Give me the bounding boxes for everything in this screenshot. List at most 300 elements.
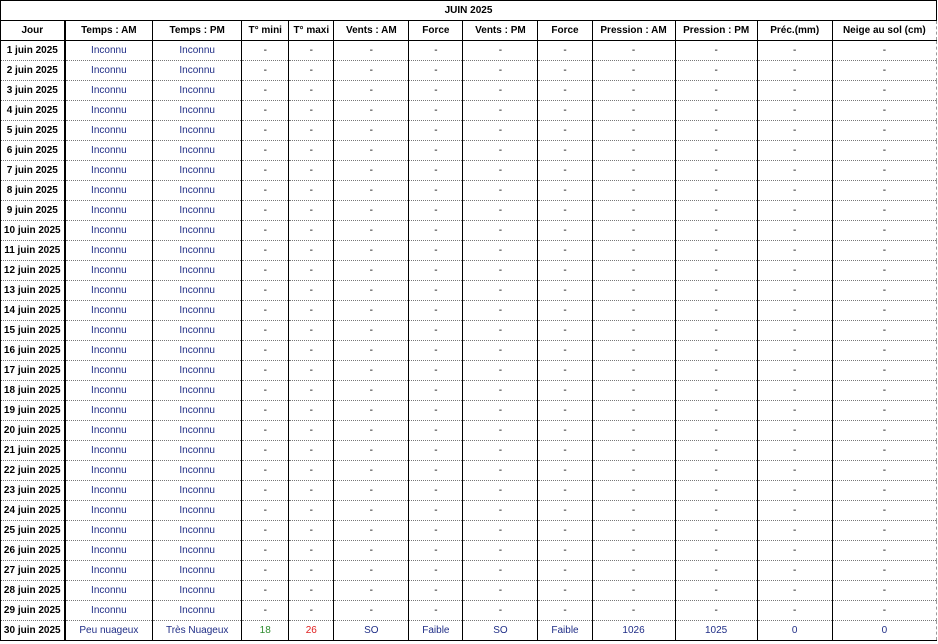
force-am-cell[interactable]: - <box>409 361 463 381</box>
force-pm-cell[interactable]: - <box>538 301 592 321</box>
precip-cell[interactable]: - <box>757 281 832 301</box>
temp-min-cell[interactable]: - <box>242 301 289 321</box>
pressure-pm-cell[interactable]: - <box>675 241 757 261</box>
snow-cell[interactable]: - <box>832 321 936 341</box>
wind-am-cell[interactable]: - <box>334 161 409 181</box>
pressure-pm-cell[interactable]: - <box>675 221 757 241</box>
day-cell[interactable]: 1 juin 2025 <box>1 41 65 61</box>
day-cell[interactable]: 26 juin 2025 <box>1 541 65 561</box>
temp-min-cell[interactable]: - <box>242 521 289 541</box>
force-am-cell[interactable]: - <box>409 61 463 81</box>
temp-max-cell[interactable]: - <box>289 541 334 561</box>
wind-pm-cell[interactable]: - <box>463 521 538 541</box>
temp-max-cell[interactable]: - <box>289 421 334 441</box>
day-cell[interactable]: 20 juin 2025 <box>1 421 65 441</box>
wind-am-cell[interactable]: - <box>334 61 409 81</box>
temp-min-cell[interactable]: - <box>242 281 289 301</box>
precip-cell[interactable]: - <box>757 501 832 521</box>
weather-pm-cell[interactable]: Inconnu <box>153 581 242 601</box>
force-pm-cell[interactable]: - <box>538 261 592 281</box>
wind-am-cell[interactable]: - <box>334 561 409 581</box>
day-cell[interactable]: 9 juin 2025 <box>1 201 65 221</box>
force-pm-cell[interactable]: - <box>538 121 592 141</box>
temp-min-cell[interactable]: - <box>242 541 289 561</box>
day-cell[interactable]: 16 juin 2025 <box>1 341 65 361</box>
col-header-prec[interactable]: Préc.(mm) <box>757 21 832 41</box>
day-cell[interactable]: 30 juin 2025 <box>1 621 65 641</box>
force-pm-cell[interactable]: - <box>538 341 592 361</box>
weather-am-cell[interactable]: Inconnu <box>65 361 153 381</box>
weather-pm-cell[interactable]: Inconnu <box>153 341 242 361</box>
pressure-pm-cell[interactable]: - <box>675 81 757 101</box>
weather-am-cell[interactable]: Inconnu <box>65 541 153 561</box>
temp-min-cell[interactable]: - <box>242 401 289 421</box>
temp-max-cell[interactable]: - <box>289 341 334 361</box>
force-pm-cell[interactable]: - <box>538 141 592 161</box>
force-am-cell[interactable]: - <box>409 241 463 261</box>
wind-pm-cell[interactable]: - <box>463 161 538 181</box>
temp-min-cell[interactable]: - <box>242 581 289 601</box>
temp-max-cell[interactable]: - <box>289 221 334 241</box>
force-pm-cell[interactable]: - <box>538 461 592 481</box>
pressure-am-cell[interactable]: 1026 <box>592 621 675 641</box>
wind-pm-cell[interactable]: - <box>463 581 538 601</box>
weather-am-cell[interactable]: Inconnu <box>65 181 153 201</box>
force-am-cell[interactable]: - <box>409 181 463 201</box>
pressure-pm-cell[interactable]: - <box>675 421 757 441</box>
wind-am-cell[interactable]: SO <box>334 621 409 641</box>
weather-am-cell[interactable]: Inconnu <box>65 421 153 441</box>
force-pm-cell[interactable]: Faible <box>538 621 592 641</box>
day-cell[interactable]: 8 juin 2025 <box>1 181 65 201</box>
precip-cell[interactable]: - <box>757 61 832 81</box>
force-am-cell[interactable]: - <box>409 41 463 61</box>
pressure-pm-cell[interactable]: - <box>675 561 757 581</box>
pressure-pm-cell[interactable]: 1025 <box>675 621 757 641</box>
temp-min-cell[interactable]: - <box>242 141 289 161</box>
force-am-cell[interactable]: - <box>409 581 463 601</box>
pressure-am-cell[interactable]: - <box>592 321 675 341</box>
weather-am-cell[interactable]: Inconnu <box>65 281 153 301</box>
pressure-pm-cell[interactable]: - <box>675 341 757 361</box>
col-header-t-mini[interactable]: T° mini <box>242 21 289 41</box>
force-am-cell[interactable]: - <box>409 301 463 321</box>
precip-cell[interactable]: - <box>757 361 832 381</box>
wind-pm-cell[interactable]: - <box>463 341 538 361</box>
temp-min-cell[interactable]: - <box>242 101 289 121</box>
pressure-pm-cell[interactable]: - <box>675 381 757 401</box>
wind-am-cell[interactable]: - <box>334 241 409 261</box>
day-cell[interactable]: 14 juin 2025 <box>1 301 65 321</box>
pressure-pm-cell[interactable]: - <box>675 41 757 61</box>
snow-cell[interactable]: - <box>832 541 936 561</box>
wind-pm-cell[interactable]: - <box>463 81 538 101</box>
wind-pm-cell[interactable]: - <box>463 421 538 441</box>
force-pm-cell[interactable]: - <box>538 161 592 181</box>
weather-am-cell[interactable]: Inconnu <box>65 501 153 521</box>
day-cell[interactable]: 22 juin 2025 <box>1 461 65 481</box>
weather-pm-cell[interactable]: Inconnu <box>153 441 242 461</box>
wind-am-cell[interactable]: - <box>334 221 409 241</box>
weather-pm-cell[interactable]: Inconnu <box>153 121 242 141</box>
temp-min-cell[interactable]: - <box>242 601 289 621</box>
col-header-temps-pm[interactable]: Temps : PM <box>153 21 242 41</box>
temp-min-cell[interactable]: - <box>242 81 289 101</box>
day-cell[interactable]: 10 juin 2025 <box>1 221 65 241</box>
day-cell[interactable]: 4 juin 2025 <box>1 101 65 121</box>
wind-pm-cell[interactable]: - <box>463 181 538 201</box>
precip-cell[interactable]: - <box>757 241 832 261</box>
wind-pm-cell[interactable]: SO <box>463 621 538 641</box>
col-header-jour[interactable]: Jour <box>1 21 65 41</box>
day-cell[interactable]: 3 juin 2025 <box>1 81 65 101</box>
temp-max-cell[interactable]: - <box>289 181 334 201</box>
temp-max-cell[interactable]: - <box>289 101 334 121</box>
wind-pm-cell[interactable]: - <box>463 601 538 621</box>
weather-am-cell[interactable]: Inconnu <box>65 521 153 541</box>
wind-am-cell[interactable]: - <box>334 381 409 401</box>
force-am-cell[interactable]: - <box>409 441 463 461</box>
precip-cell[interactable]: - <box>757 201 832 221</box>
temp-max-cell[interactable]: - <box>289 41 334 61</box>
force-am-cell[interactable]: - <box>409 461 463 481</box>
precip-cell[interactable]: - <box>757 161 832 181</box>
temp-max-cell[interactable]: - <box>289 501 334 521</box>
weather-pm-cell[interactable]: Inconnu <box>153 521 242 541</box>
precip-cell[interactable]: - <box>757 121 832 141</box>
weather-am-cell[interactable]: Inconnu <box>65 201 153 221</box>
day-cell[interactable]: 18 juin 2025 <box>1 381 65 401</box>
wind-pm-cell[interactable]: - <box>463 261 538 281</box>
temp-min-cell[interactable]: 18 <box>242 621 289 641</box>
snow-cell[interactable]: - <box>832 261 936 281</box>
force-am-cell[interactable]: - <box>409 101 463 121</box>
precip-cell[interactable]: - <box>757 221 832 241</box>
force-am-cell[interactable]: - <box>409 401 463 421</box>
pressure-am-cell[interactable]: - <box>592 521 675 541</box>
force-am-cell[interactable]: - <box>409 201 463 221</box>
day-cell[interactable]: 2 juin 2025 <box>1 61 65 81</box>
force-pm-cell[interactable]: - <box>538 501 592 521</box>
wind-am-cell[interactable]: - <box>334 141 409 161</box>
day-cell[interactable]: 7 juin 2025 <box>1 161 65 181</box>
pressure-pm-cell[interactable]: - <box>675 501 757 521</box>
weather-pm-cell[interactable]: Inconnu <box>153 481 242 501</box>
temp-max-cell[interactable]: - <box>289 401 334 421</box>
precip-cell[interactable]: - <box>757 421 832 441</box>
temp-min-cell[interactable]: - <box>242 41 289 61</box>
wind-am-cell[interactable]: - <box>334 341 409 361</box>
snow-cell[interactable]: - <box>832 141 936 161</box>
day-cell[interactable]: 6 juin 2025 <box>1 141 65 161</box>
force-pm-cell[interactable]: - <box>538 421 592 441</box>
precip-cell[interactable]: - <box>757 381 832 401</box>
snow-cell[interactable]: - <box>832 161 936 181</box>
force-pm-cell[interactable]: - <box>538 541 592 561</box>
wind-am-cell[interactable]: - <box>334 121 409 141</box>
snow-cell[interactable]: - <box>832 361 936 381</box>
force-am-cell[interactable]: - <box>409 561 463 581</box>
weather-pm-cell[interactable]: Inconnu <box>153 101 242 121</box>
wind-am-cell[interactable]: - <box>334 441 409 461</box>
pressure-am-cell[interactable]: - <box>592 501 675 521</box>
force-pm-cell[interactable]: - <box>538 61 592 81</box>
col-header-t-maxi[interactable]: T° maxi <box>289 21 334 41</box>
weather-am-cell[interactable]: Inconnu <box>65 101 153 121</box>
weather-am-cell[interactable]: Inconnu <box>65 161 153 181</box>
pressure-pm-cell[interactable]: - <box>675 481 757 501</box>
snow-cell[interactable]: - <box>832 281 936 301</box>
snow-cell[interactable]: - <box>832 581 936 601</box>
wind-am-cell[interactable]: - <box>334 261 409 281</box>
temp-min-cell[interactable]: - <box>242 161 289 181</box>
col-header-neige[interactable]: Neige au sol (cm) <box>832 21 936 41</box>
snow-cell[interactable]: - <box>832 101 936 121</box>
weather-am-cell[interactable]: Inconnu <box>65 221 153 241</box>
temp-max-cell[interactable]: - <box>289 121 334 141</box>
pressure-am-cell[interactable]: - <box>592 101 675 121</box>
precip-cell[interactable]: - <box>757 101 832 121</box>
weather-pm-cell[interactable]: Inconnu <box>153 401 242 421</box>
temp-min-cell[interactable]: - <box>242 421 289 441</box>
weather-am-cell[interactable]: Inconnu <box>65 441 153 461</box>
precip-cell[interactable]: - <box>757 41 832 61</box>
precip-cell[interactable]: - <box>757 581 832 601</box>
wind-pm-cell[interactable]: - <box>463 481 538 501</box>
wind-pm-cell[interactable]: - <box>463 501 538 521</box>
wind-pm-cell[interactable]: - <box>463 401 538 421</box>
pressure-am-cell[interactable]: - <box>592 41 675 61</box>
pressure-am-cell[interactable]: - <box>592 161 675 181</box>
precip-cell[interactable]: - <box>757 601 832 621</box>
temp-max-cell[interactable]: - <box>289 561 334 581</box>
force-am-cell[interactable]: - <box>409 501 463 521</box>
wind-pm-cell[interactable]: - <box>463 121 538 141</box>
pressure-am-cell[interactable]: - <box>592 221 675 241</box>
col-header-force-am[interactable]: Force <box>409 21 463 41</box>
day-cell[interactable]: 12 juin 2025 <box>1 261 65 281</box>
wind-am-cell[interactable]: - <box>334 201 409 221</box>
temp-max-cell[interactable]: - <box>289 241 334 261</box>
pressure-am-cell[interactable]: - <box>592 581 675 601</box>
temp-min-cell[interactable]: - <box>242 201 289 221</box>
wind-am-cell[interactable]: - <box>334 421 409 441</box>
day-cell[interactable]: 17 juin 2025 <box>1 361 65 381</box>
force-am-cell[interactable]: - <box>409 161 463 181</box>
precip-cell[interactable]: - <box>757 461 832 481</box>
col-header-pression-pm[interactable]: Pression : PM <box>675 21 757 41</box>
weather-pm-cell[interactable]: Inconnu <box>153 81 242 101</box>
wind-pm-cell[interactable]: - <box>463 241 538 261</box>
force-am-cell[interactable]: - <box>409 481 463 501</box>
day-cell[interactable]: 24 juin 2025 <box>1 501 65 521</box>
temp-max-cell[interactable]: - <box>289 201 334 221</box>
weather-pm-cell[interactable]: Inconnu <box>153 261 242 281</box>
temp-min-cell[interactable]: - <box>242 461 289 481</box>
temp-min-cell[interactable]: - <box>242 381 289 401</box>
weather-am-cell[interactable]: Inconnu <box>65 261 153 281</box>
weather-pm-cell[interactable]: Inconnu <box>153 281 242 301</box>
temp-min-cell[interactable]: - <box>242 261 289 281</box>
wind-am-cell[interactable]: - <box>334 281 409 301</box>
temp-max-cell[interactable]: 26 <box>289 621 334 641</box>
snow-cell[interactable]: 0 <box>832 621 936 641</box>
force-pm-cell[interactable]: - <box>538 521 592 541</box>
wind-pm-cell[interactable]: - <box>463 321 538 341</box>
weather-pm-cell[interactable]: Inconnu <box>153 601 242 621</box>
day-cell[interactable]: 28 juin 2025 <box>1 581 65 601</box>
temp-max-cell[interactable]: - <box>289 281 334 301</box>
wind-pm-cell[interactable]: - <box>463 101 538 121</box>
temp-min-cell[interactable]: - <box>242 481 289 501</box>
wind-pm-cell[interactable]: - <box>463 141 538 161</box>
col-header-vents-am[interactable]: Vents : AM <box>334 21 409 41</box>
weather-pm-cell[interactable]: Inconnu <box>153 61 242 81</box>
temp-max-cell[interactable]: - <box>289 361 334 381</box>
snow-cell[interactable]: - <box>832 81 936 101</box>
temp-max-cell[interactable]: - <box>289 601 334 621</box>
pressure-am-cell[interactable]: - <box>592 481 675 501</box>
col-header-vents-pm[interactable]: Vents : PM <box>463 21 538 41</box>
temp-max-cell[interactable]: - <box>289 581 334 601</box>
precip-cell[interactable]: - <box>757 81 832 101</box>
temp-max-cell[interactable]: - <box>289 261 334 281</box>
force-pm-cell[interactable]: - <box>538 81 592 101</box>
weather-am-cell[interactable]: Inconnu <box>65 321 153 341</box>
force-pm-cell[interactable]: - <box>538 441 592 461</box>
pressure-pm-cell[interactable]: - <box>675 161 757 181</box>
snow-cell[interactable]: - <box>832 561 936 581</box>
pressure-pm-cell[interactable]: - <box>675 441 757 461</box>
col-header-temps-am[interactable]: Temps : AM <box>65 21 153 41</box>
force-pm-cell[interactable]: - <box>538 221 592 241</box>
pressure-am-cell[interactable]: - <box>592 181 675 201</box>
force-pm-cell[interactable]: - <box>538 401 592 421</box>
weather-pm-cell[interactable]: Inconnu <box>153 321 242 341</box>
weather-am-cell[interactable]: Inconnu <box>65 341 153 361</box>
force-pm-cell[interactable]: - <box>538 281 592 301</box>
weather-pm-cell[interactable]: Inconnu <box>153 301 242 321</box>
temp-min-cell[interactable]: - <box>242 561 289 581</box>
day-cell[interactable]: 23 juin 2025 <box>1 481 65 501</box>
wind-am-cell[interactable]: - <box>334 361 409 381</box>
wind-am-cell[interactable]: - <box>334 301 409 321</box>
temp-min-cell[interactable]: - <box>242 501 289 521</box>
wind-am-cell[interactable]: - <box>334 521 409 541</box>
temp-min-cell[interactable]: - <box>242 181 289 201</box>
precip-cell[interactable]: - <box>757 181 832 201</box>
force-am-cell[interactable]: - <box>409 421 463 441</box>
weather-pm-cell[interactable]: Inconnu <box>153 141 242 161</box>
temp-max-cell[interactable]: - <box>289 441 334 461</box>
wind-pm-cell[interactable]: - <box>463 561 538 581</box>
pressure-pm-cell[interactable]: - <box>675 101 757 121</box>
temp-min-cell[interactable]: - <box>242 241 289 261</box>
precip-cell[interactable]: - <box>757 341 832 361</box>
wind-am-cell[interactable]: - <box>334 581 409 601</box>
force-pm-cell[interactable]: - <box>538 381 592 401</box>
snow-cell[interactable]: - <box>832 481 936 501</box>
weather-pm-cell[interactable]: Inconnu <box>153 461 242 481</box>
precip-cell[interactable]: - <box>757 321 832 341</box>
weather-pm-cell[interactable]: Inconnu <box>153 201 242 221</box>
wind-am-cell[interactable]: - <box>334 401 409 421</box>
snow-cell[interactable]: - <box>832 461 936 481</box>
force-pm-cell[interactable]: - <box>538 361 592 381</box>
temp-max-cell[interactable]: - <box>289 381 334 401</box>
wind-am-cell[interactable]: - <box>334 501 409 521</box>
pressure-am-cell[interactable]: - <box>592 281 675 301</box>
wind-am-cell[interactable]: - <box>334 481 409 501</box>
pressure-am-cell[interactable]: - <box>592 421 675 441</box>
snow-cell[interactable]: - <box>832 601 936 621</box>
pressure-pm-cell[interactable]: - <box>675 181 757 201</box>
pressure-am-cell[interactable]: - <box>592 401 675 421</box>
pressure-am-cell[interactable]: - <box>592 241 675 261</box>
wind-pm-cell[interactable]: - <box>463 301 538 321</box>
temp-max-cell[interactable]: - <box>289 301 334 321</box>
wind-pm-cell[interactable]: - <box>463 41 538 61</box>
weather-am-cell[interactable]: Inconnu <box>65 141 153 161</box>
precip-cell[interactable]: - <box>757 261 832 281</box>
day-cell[interactable]: 19 juin 2025 <box>1 401 65 421</box>
pressure-pm-cell[interactable]: - <box>675 601 757 621</box>
pressure-pm-cell[interactable]: - <box>675 201 757 221</box>
wind-pm-cell[interactable]: - <box>463 61 538 81</box>
pressure-am-cell[interactable]: - <box>592 361 675 381</box>
pressure-am-cell[interactable]: - <box>592 601 675 621</box>
temp-max-cell[interactable]: - <box>289 321 334 341</box>
day-cell[interactable]: 21 juin 2025 <box>1 441 65 461</box>
force-pm-cell[interactable]: - <box>538 481 592 501</box>
wind-pm-cell[interactable]: - <box>463 221 538 241</box>
temp-min-cell[interactable]: - <box>242 61 289 81</box>
temp-min-cell[interactable]: - <box>242 341 289 361</box>
precip-cell[interactable]: - <box>757 301 832 321</box>
wind-am-cell[interactable]: - <box>334 541 409 561</box>
day-cell[interactable]: 27 juin 2025 <box>1 561 65 581</box>
force-pm-cell[interactable]: - <box>538 581 592 601</box>
force-am-cell[interactable]: - <box>409 81 463 101</box>
weather-am-cell[interactable]: Inconnu <box>65 561 153 581</box>
weather-am-cell[interactable]: Inconnu <box>65 61 153 81</box>
wind-pm-cell[interactable]: - <box>463 441 538 461</box>
weather-pm-cell[interactable]: Inconnu <box>153 541 242 561</box>
precip-cell[interactable]: - <box>757 401 832 421</box>
weather-am-cell[interactable]: Inconnu <box>65 41 153 61</box>
snow-cell[interactable]: - <box>832 181 936 201</box>
force-pm-cell[interactable]: - <box>538 181 592 201</box>
wind-pm-cell[interactable]: - <box>463 541 538 561</box>
pressure-am-cell[interactable]: - <box>592 461 675 481</box>
pressure-pm-cell[interactable]: - <box>675 581 757 601</box>
wind-am-cell[interactable]: - <box>334 41 409 61</box>
weather-am-cell[interactable]: Inconnu <box>65 381 153 401</box>
pressure-pm-cell[interactable]: - <box>675 361 757 381</box>
weather-pm-cell[interactable]: Inconnu <box>153 241 242 261</box>
snow-cell[interactable]: - <box>832 301 936 321</box>
pressure-pm-cell[interactable]: - <box>675 301 757 321</box>
wind-pm-cell[interactable]: - <box>463 201 538 221</box>
weather-am-cell[interactable]: Inconnu <box>65 241 153 261</box>
pressure-pm-cell[interactable]: - <box>675 401 757 421</box>
pressure-pm-cell[interactable]: - <box>675 281 757 301</box>
snow-cell[interactable]: - <box>832 401 936 421</box>
precip-cell[interactable]: - <box>757 521 832 541</box>
day-cell[interactable]: 13 juin 2025 <box>1 281 65 301</box>
temp-min-cell[interactable]: - <box>242 121 289 141</box>
force-am-cell[interactable]: - <box>409 341 463 361</box>
